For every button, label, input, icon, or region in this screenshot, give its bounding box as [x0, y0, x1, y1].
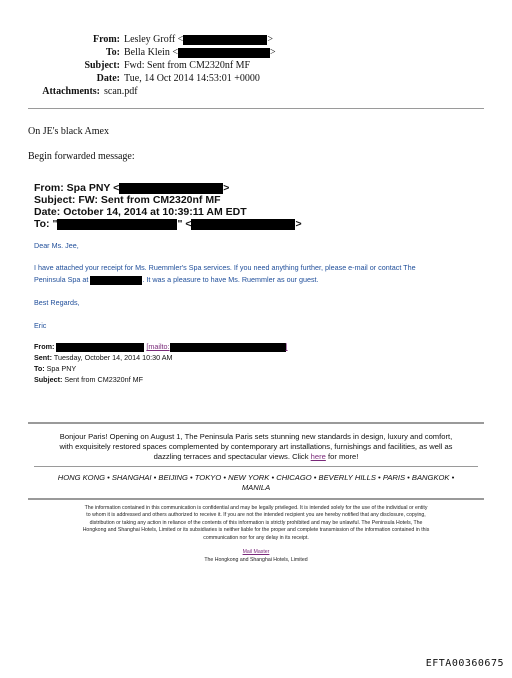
fwd-from-row	[34, 182, 229, 194]
cities-line-2: MANILA	[241, 483, 271, 492]
orig-sent-row	[34, 352, 173, 363]
orig-from-row	[34, 341, 288, 352]
header-attachments-label: Attachments:	[42, 86, 100, 97]
promo-here-link[interactable]: here	[310, 452, 326, 461]
fwd-date-value: October 14, 2014 at 10:39:11 AM EDT	[63, 206, 247, 218]
greeting: Dear Ms. Jee,	[34, 241, 79, 250]
fwd-subject-row	[34, 194, 221, 206]
orig-to-label: To:	[34, 364, 45, 373]
disclaimer-line-5: communication nor for any delay in its receipt.	[203, 534, 309, 541]
closing: Best Regards,	[34, 298, 80, 307]
header-divider	[28, 108, 484, 109]
fwd-to-row	[34, 218, 302, 230]
bracket: >	[223, 182, 230, 194]
bracket: >	[269, 47, 276, 58]
disclaimer-line-3: distribution or taking any action in reliance of the contents of this information is strictly prohibited and may be unlawful. The Peninsula Hotels, The	[89, 519, 423, 526]
disclaimer-line-4: Hongkong and Shanghai Hotels, Limited or its subsidiaries is neither liable for the proper and complete transmission of the information contained in this	[82, 527, 430, 534]
redaction	[119, 183, 223, 194]
orig-subject-value: Sent from CM2320nf MF	[64, 375, 144, 384]
cities-line-1: HONG KONG • SHANGHAI • BEIJING • TOKYO • NEW YORK • CHICAGO • BEVERLY HILLS • PARIS • BANGKOK •	[57, 473, 455, 482]
bracket: >	[295, 218, 302, 230]
promo-line-3-end: for more!	[327, 452, 359, 461]
fwd-from-label: From:	[34, 182, 64, 194]
promo-divider-top	[28, 422, 484, 424]
orig-to-row	[34, 363, 76, 374]
attachment-link[interactable]: scan.pdf	[104, 86, 138, 97]
fwd-from-value: Spa PNY <	[66, 182, 120, 194]
header-subject-label: Subject:	[84, 60, 120, 71]
orig-sent-value: Tuesday, October 14, 2014 10:30 AM	[53, 353, 173, 362]
message-line-1: I have attached your receipt for Ms. Ruemmler's Spa services. If you need anything further, please e-mail or contact The	[34, 263, 416, 272]
orig-sent-label: Sent:	[34, 353, 52, 362]
orig-subject-label: Subject:	[34, 375, 63, 384]
begin-forwarded-text: Begin forwarded message:	[28, 151, 135, 162]
redaction	[90, 276, 142, 285]
mailto-close: ]	[285, 342, 288, 351]
bracket: >	[267, 34, 273, 45]
promo-divider-mid	[34, 466, 478, 467]
header-to-name: Bella Klein <	[124, 47, 178, 58]
fwd-subject-value: FW: Sent from CM2320nf MF	[78, 194, 221, 206]
fwd-date-row	[34, 206, 247, 218]
message-line-2	[34, 274, 319, 285]
mail-master-link[interactable]: Mail Master	[242, 549, 270, 555]
orig-from-label: From:	[34, 342, 55, 351]
disclaimer-line-1: The information contained in this communication is confidential and may be legally privileged. It is intended solely for the use of the individual or entity	[84, 505, 428, 511]
header-date-value: Tue, 14 Oct 2014 14:53:01 +0000	[124, 73, 260, 84]
quote: "	[52, 218, 58, 230]
fwd-to-label: To:	[34, 218, 50, 230]
promo-line-2: with exquisitely restored spaces complemented by contemporary art installations, furnishings and facilities, as well as	[59, 442, 453, 451]
quote: " <	[177, 218, 192, 230]
header-from-name: Lesley Groff <	[124, 34, 184, 45]
orig-subject-row	[34, 374, 143, 385]
disclaimer-line-2: to whom it is addressed and others authorized to receive it. If you are not the intended recipient you are hereby notified that any disclosure, copying,	[86, 512, 426, 519]
header-from-label: From:	[92, 34, 120, 45]
redaction	[57, 219, 177, 230]
orig-to-value: Spa PNY	[46, 364, 77, 373]
message-line-2-end: . It was a pleasure to have Ms. Ruemmler as our guest.	[142, 275, 319, 284]
header-to-label: To:	[105, 47, 120, 58]
fwd-subject-label: Subject:	[34, 194, 76, 206]
fwd-date-label: Date:	[34, 206, 61, 218]
document-id: EFTA00360675	[425, 658, 504, 669]
note-text: On JE's black Amex	[28, 126, 109, 137]
promo-line-3	[0, 452, 512, 462]
company-name: The Hongkong and Shanghai Hotels, Limited	[204, 557, 308, 563]
signature: Eric	[34, 321, 47, 330]
redaction	[170, 343, 286, 352]
redaction	[191, 219, 295, 230]
disclaimer-divider	[28, 498, 484, 500]
message-line-2-start: Peninsula Spa at	[34, 275, 89, 284]
header-from-value	[124, 34, 273, 46]
redaction	[56, 343, 144, 352]
header-date-label: Date:	[96, 73, 120, 84]
promo-line-1: Bonjour Paris! Opening on August 1, The Peninsula Paris sets stunning new standards in design, luxury and comfort,	[59, 432, 453, 441]
mailto-open: [mailto:	[146, 342, 170, 351]
header-subject-value: Fwd: Sent from CM2320nf MF	[124, 60, 251, 71]
header-to-value	[124, 47, 276, 59]
redaction	[183, 35, 267, 45]
redaction	[178, 48, 270, 58]
promo-line-3-start: dazzling terraces and spectacular views. Click	[153, 452, 309, 461]
mailto-link[interactable]	[146, 342, 287, 351]
